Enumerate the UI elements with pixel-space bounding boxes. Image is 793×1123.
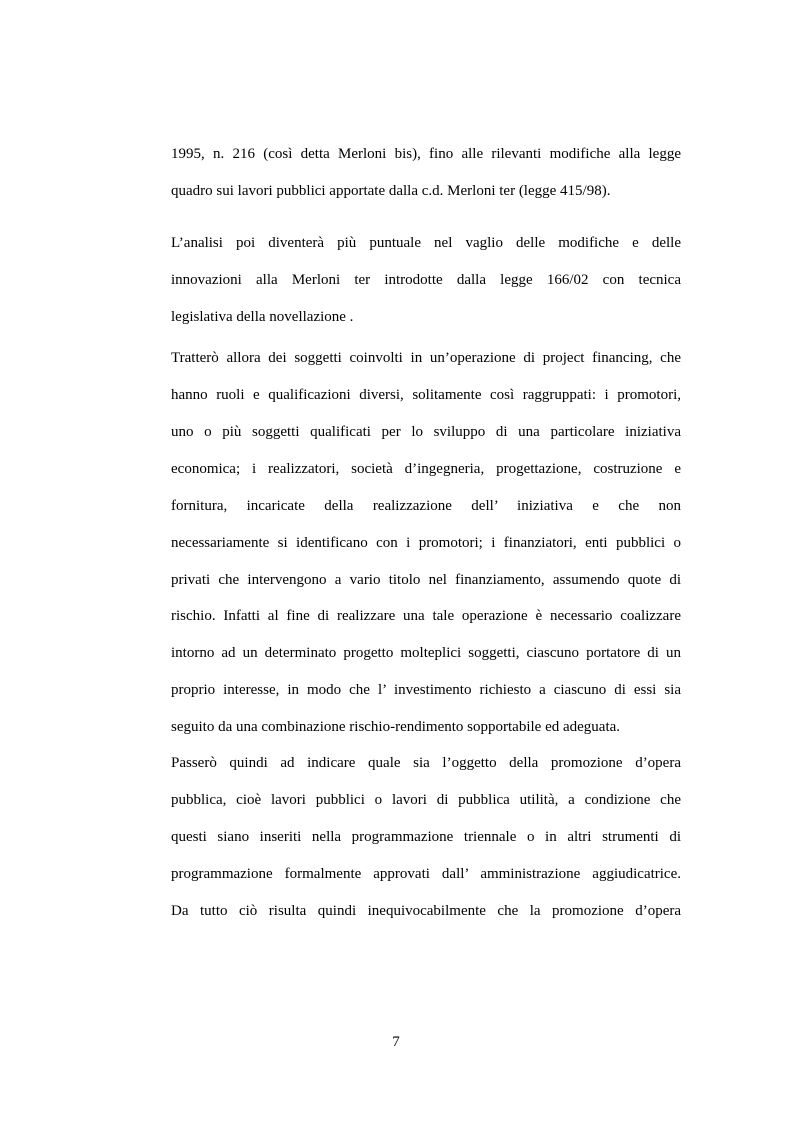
text-line: questi siano inseriti nella programmazione triennale o in altri strumenti di xyxy=(171,829,681,845)
text-line: necessariamente si identificano con i promotori; i finanziatori, enti pubblici o xyxy=(171,535,681,551)
text-line: innovazioni alla Merloni ter introdotte dalla legge 166/02 con tecnica xyxy=(171,272,681,288)
text-line: Da tutto ciò risulta quindi inequivocabilmente che la promozione d’opera xyxy=(171,903,681,919)
text-line: pubblica, cioè lavori pubblici o lavori di pubblica utilità, a condizione che xyxy=(171,792,681,808)
text-line: fornitura, incaricate della realizzazione dell’ iniziativa e che non xyxy=(171,498,681,514)
text-line: hanno ruoli e qualificazioni diversi, solitamente così raggruppati: i promotori, xyxy=(171,387,681,403)
text-line: uno o più soggetti qualificati per lo sviluppo di una particolare iniziativa xyxy=(171,424,681,440)
text-line: Passerò quindi ad indicare quale sia l’oggetto della promozione d’opera xyxy=(171,755,681,771)
text-line: programmazione formalmente approvati dall’ amministrazione aggiudicatrice. xyxy=(171,866,681,882)
page-number: 7 xyxy=(392,1034,400,1050)
text-line: L’analisi poi diventerà più puntuale nel vaglio delle modifiche e delle xyxy=(171,235,681,251)
text-line: privati che intervengono a vario titolo nel finanziamento, assumendo quote di xyxy=(171,572,681,588)
text-line: Tratterò allora dei soggetti coinvolti in un’operazione di project financing, che xyxy=(171,350,681,366)
text-line: 1995, n. 216 (così detta Merloni bis), fino alle rilevanti modifiche alla legge xyxy=(171,146,681,162)
text-line: proprio interesse, in modo che l’ investimento richiesto a ciascuno di essi sia xyxy=(171,682,681,698)
text-line: legislativa della novellazione . xyxy=(171,309,354,325)
text-line: intorno ad un determinato progetto molteplici soggetti, ciascuno portatore di un xyxy=(171,645,681,661)
text-line: rischio. Infatti al fine di realizzare una tale operazione è necessario coalizzare xyxy=(171,608,681,624)
text-line: seguito da una combinazione rischio-rendimento sopportabile ed adeguata. xyxy=(171,719,621,735)
text-line: economica; i realizzatori, società d’ingegneria, progettazione, costruzione e xyxy=(171,461,681,477)
text-line: quadro sui lavori pubblici apportate dalla c.d. Merloni ter (legge 415/98). xyxy=(171,183,611,199)
